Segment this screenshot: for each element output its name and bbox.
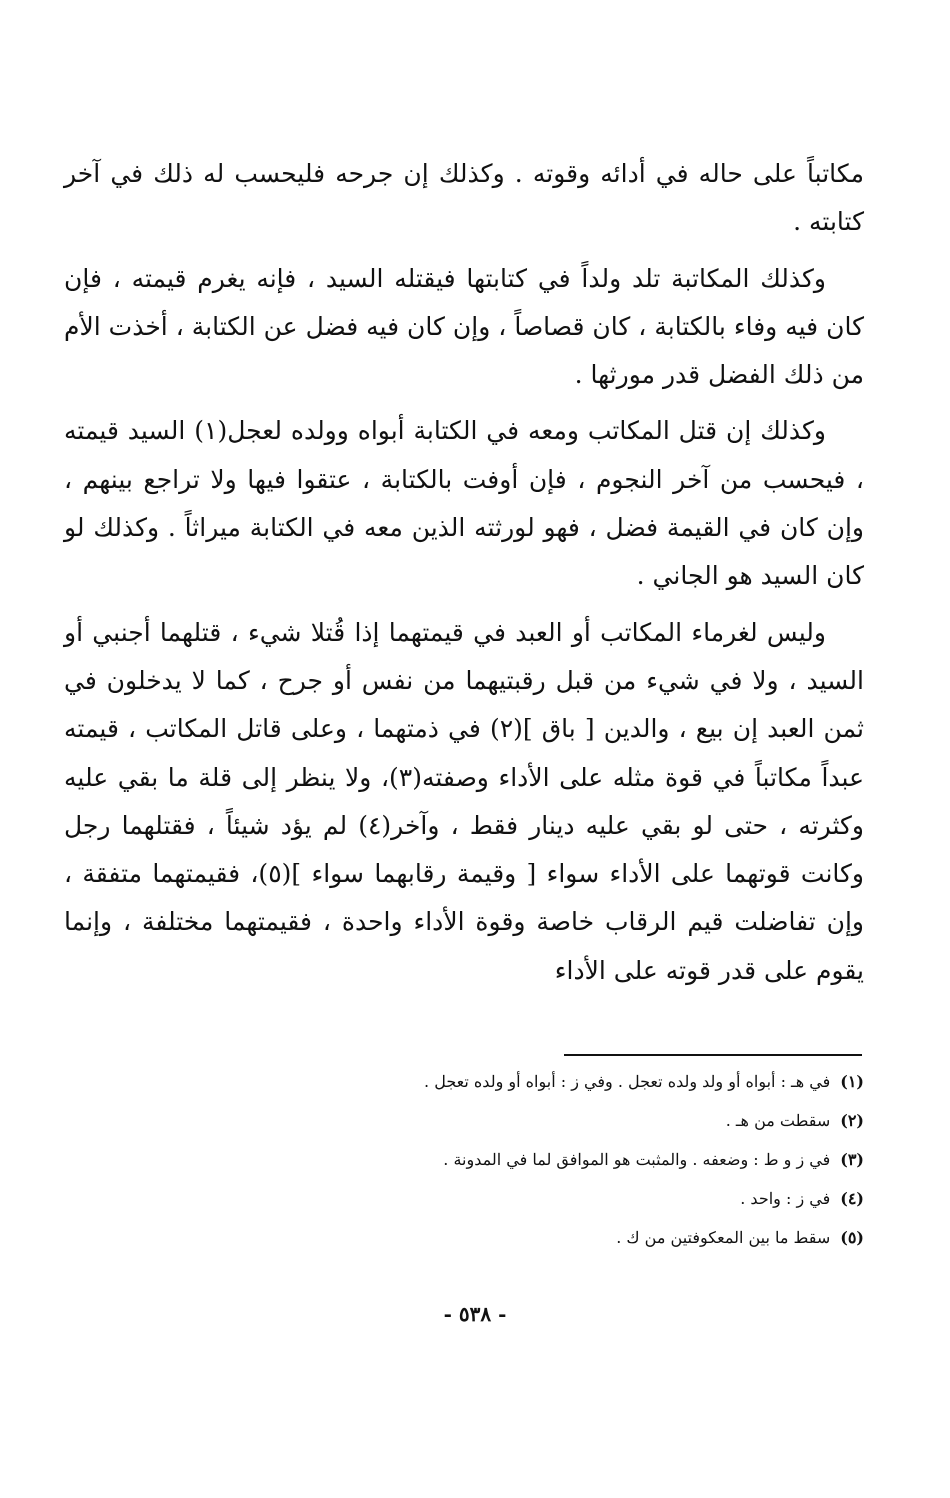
paragraph-3: وكذلك إن قتل المكاتب ومعه في الكتابة أبواه وولده لعجل(١) السيد قيمته ، فيحسب من آخر النجوم ، فإن أوفت بالكتابة ، عتقوا فيها ولا تراجع بينهم ، وإن كان في القيمة فضل ، فهو لورثته الذين معه في الكتابة ميراثاً . وكذلك لو كان السيد هو الجاني . xyxy=(64,416,864,591)
footnote-number: (٢) xyxy=(840,1111,864,1130)
footnote-text: في ز و ط : وضعفه . والمثبت هو الموافق لما في المدونة . xyxy=(443,1150,831,1169)
footnote-2 xyxy=(64,1101,864,1140)
paragraph-4: وليس لغرماء المكاتب أو العبد في قيمتهما إذا قُتلا شيء ، قتلهما أجنبي أو السيد ، ولا في شيء من قبل رقبتيهما من نفس أو جرح ، كما لا يدخلون في ثمن العبد إن بيع ، والدين [ باق ](٢) في ذمتهما ، وعلى قاتل المكاتب ، قيمته عبداً مكاتباً في قوة مثله على الأداء وصفته(٣)، ولا ينظر إلى قلة ما بقي عليه وكثرته ، حتى لو بقي عليه دينار فقط ، وآخر(٤) لم يؤد شيئاً ، فقتلهما رجل وكانت قوتهما على الأداء سواء [ وقيمة رقابهما سواء ](٥)، فقيمتهما متفقة ، وإن تفاضلت قيم الرقاب خاصة وقوة الأداء واحدة ، فقيمتهما مختلفة ، وإنما يقوم على قدر قوته على الأداء xyxy=(64,617,864,985)
footnote-number: (٣) xyxy=(840,1150,864,1169)
footnote-number: (٥) xyxy=(840,1228,864,1247)
paragraph-1: مكاتباً على حاله في أدائه وقوته . وكذلك إن جرحه فليحسب له ذلك في آخر كتابته . xyxy=(64,159,864,237)
footnote-text: في هـ : أبواه أو ولد ولده تعجل . وفي ز : أبواه أو ولده تعجل . xyxy=(424,1072,831,1091)
footnote-3 xyxy=(64,1140,864,1179)
footnote-5 xyxy=(64,1218,864,1257)
footnote-text: سقطت من هـ . xyxy=(725,1111,831,1130)
main-text xyxy=(64,150,864,1003)
footnote-4 xyxy=(64,1179,864,1218)
footnote-number: (٤) xyxy=(840,1189,864,1208)
paragraph-2: وكذلك المكاتبة تلد ولداً في كتابتها فيقتله السيد ، فإنه يغرم قيمته ، فإن كان فيه وفاء بالكتابة ، كان قصاصاً ، وإن كان فيه فضل عن الكتابة ، أخذت الأم من ذلك الفضل قدر مورثها . xyxy=(64,263,864,390)
footnote-number: (١) xyxy=(840,1072,864,1091)
page-number: - ٥٣٨ - xyxy=(443,1302,507,1326)
footnote-divider xyxy=(564,1054,862,1056)
footnote-text: في ز : واحد . xyxy=(740,1189,831,1208)
footnote-1 xyxy=(64,1062,864,1101)
footnote-text: سقط ما بين المعكوفتين من ك . xyxy=(616,1228,831,1247)
footnotes xyxy=(64,1062,864,1257)
